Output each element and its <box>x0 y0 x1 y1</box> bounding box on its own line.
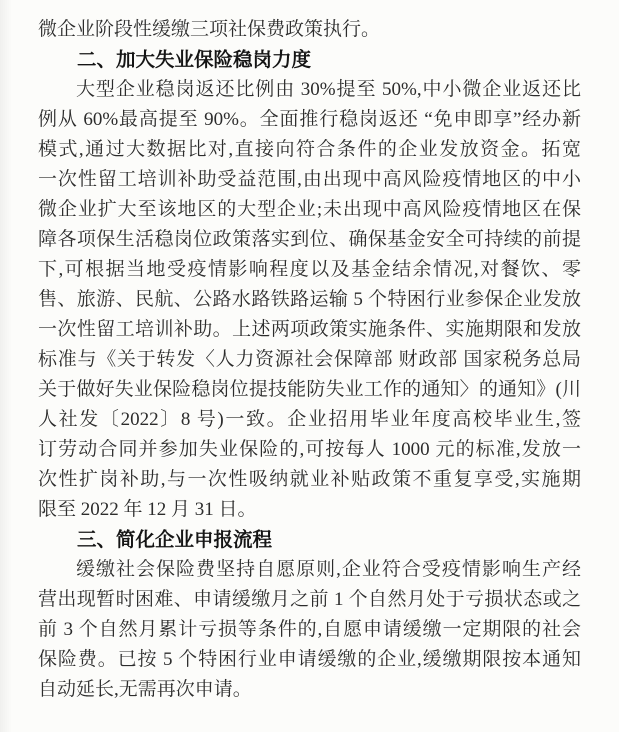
text-line: 订劳动合同并参加失业保险的,可按每人 1000 元的标准,发放一 <box>38 439 581 460</box>
text-line: 营出现暂时困难、申请缓缴月之前 1 个自然月处于亏损状态或之 <box>38 589 581 610</box>
section-heading-unemployment-insurance: 二、加大失业保险稳岗力度 <box>77 49 312 71</box>
text-line: 前 3 个自然月累计亏损等条件的,自愿申请缓缴一定期限的社会 <box>38 619 581 640</box>
section-heading-simplify-application: 三、简化企业申报流程 <box>77 529 273 551</box>
text-line: 人社发〔2022〕8 号)一致。企业招用毕业年度高校毕业生,签 <box>38 409 581 430</box>
text-line: 微企业扩大至该地区的大型企业;未出现中高风险疫情地区在保 <box>38 199 581 220</box>
text-line: 自动延长,无需再次申请。 <box>38 679 252 700</box>
text-line: 大型企业稳岗返还比例由 30%提至 50%,中小微企业返还比 <box>76 79 581 100</box>
text-line: 微企业阶段性缓缴三项社保费政策执行。 <box>38 19 381 40</box>
text-line: 缓缴社会保险费坚持自愿原则,企业符合受疫情影响生产经 <box>76 559 581 580</box>
text-line: 一次性留工培训补助。上述两项政策实施条件、实施期限和发放 <box>38 319 581 340</box>
text-line: 标准与《关于转发〈人力资源社会保障部 财政部 国家税务总局 <box>38 349 581 370</box>
text-line: 关于做好失业保险稳岗位提技能防失业工作的通知〉的通知》(川 <box>38 379 581 400</box>
text-line: 限至 2022 年 12 月 31 日。 <box>38 499 257 520</box>
text-line: 保险费。已按 5 个特困行业申请缓缴的企业,缓缴期限按本通知 <box>38 649 581 670</box>
text-line: 售、旅游、民航、公路水路铁路运输 5 个特困行业参保企业发放 <box>38 289 581 310</box>
text-line: 一次性留工培训补助受益范围,由出现中高风险疫情地区的中小 <box>38 169 581 190</box>
text-line: 次性扩岗补助,与一次性吸纳就业补贴政策不重复享受,实施期 <box>38 469 581 490</box>
text-line: 模式,通过大数据比对,直接向符合条件的企业发放资金。拓宽 <box>38 139 581 160</box>
text-line: 例从 60%最高提至 90%。全面推行稳岗返还 “免申即享”经办新 <box>38 109 581 130</box>
text-line: 障各项保生活稳岗位政策落实到位、确保基金安全可持续的前提 <box>38 229 581 250</box>
text-line: 下,可根据当地受疫情影响程度以及基金结余情况,对餐饮、零 <box>38 259 581 280</box>
